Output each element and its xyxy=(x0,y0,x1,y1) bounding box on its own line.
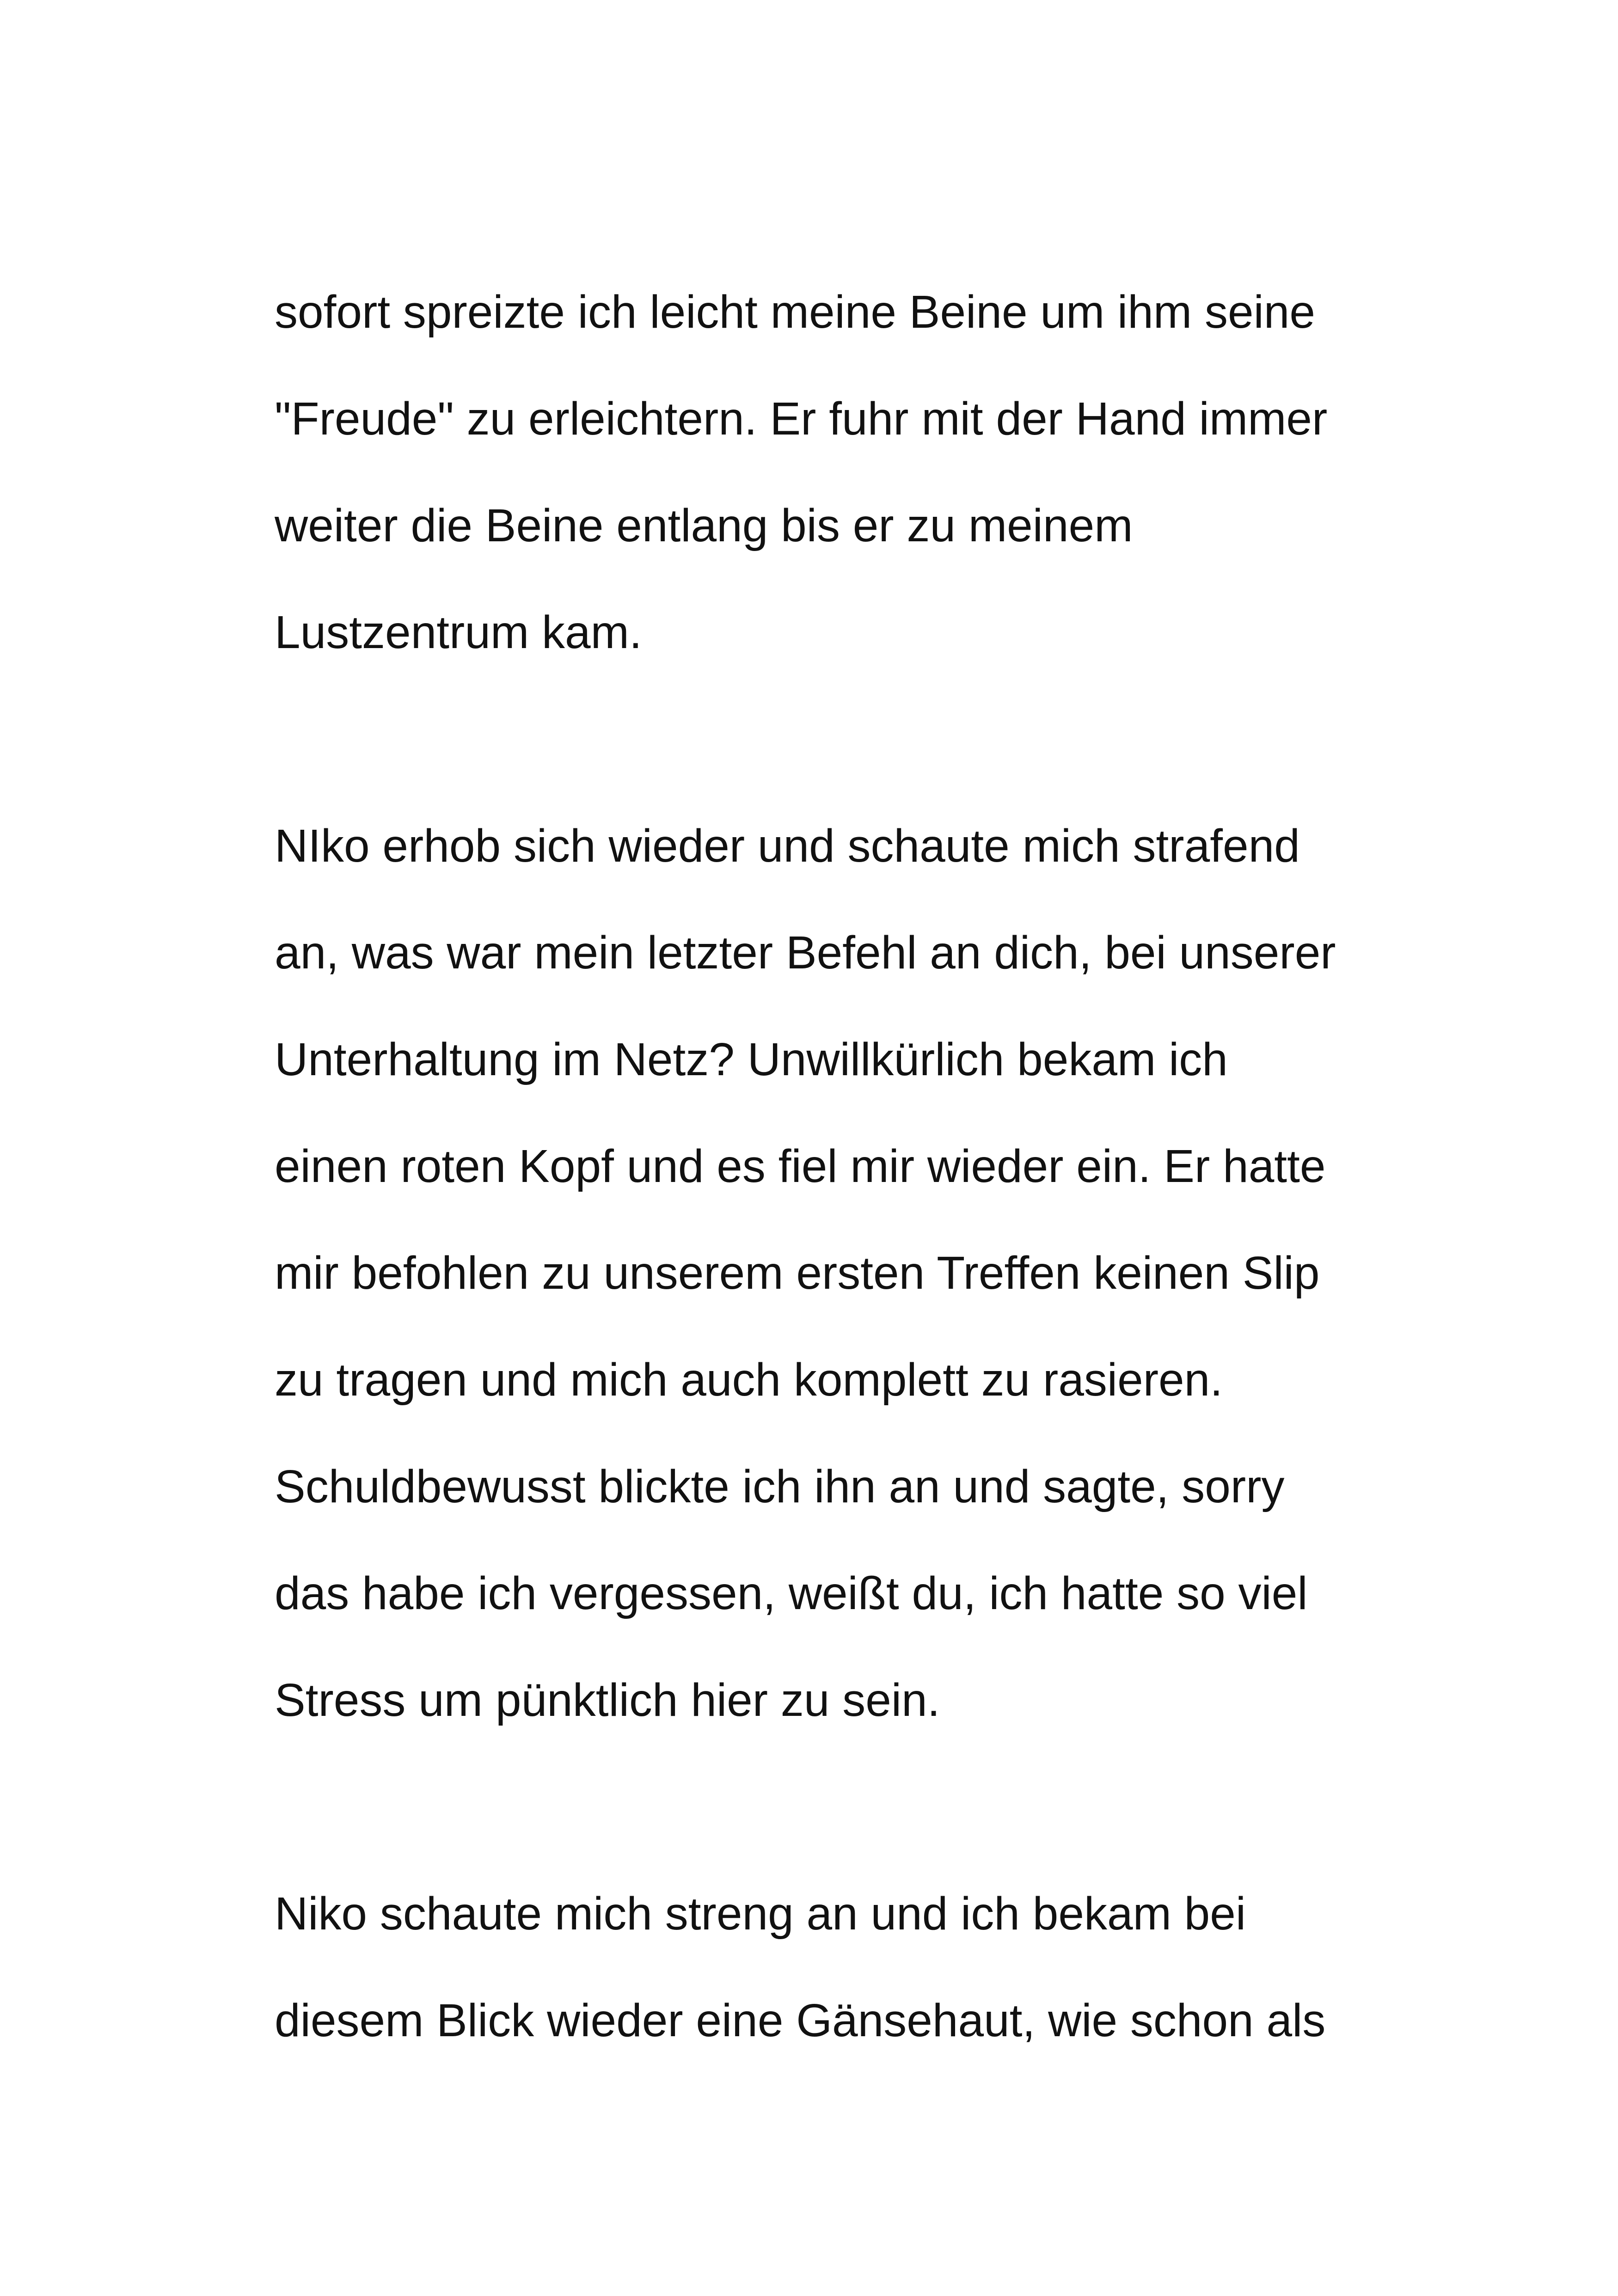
paragraph-spacer xyxy=(275,686,1384,793)
text-line: diesem Blick wieder eine Gänsehaut, wie schon als xyxy=(275,1995,1326,2046)
text-line: an, was war mein letzter Befehl an dich, bei unserer xyxy=(275,927,1336,979)
text-line: zu tragen und mich auch komplett zu rasieren. xyxy=(275,1354,1223,1406)
text-line: einen roten Kopf und es fiel mir wieder ein. Er hatte xyxy=(275,1140,1326,1192)
body-text xyxy=(275,259,1384,2074)
text-line: das habe ich vergessen, weißt du, ich hatte so viel xyxy=(275,1567,1308,1619)
paragraph-1 xyxy=(275,259,1384,686)
text-line: Schuldbewusst blickte ich ihn an und sagte, sorry xyxy=(275,1461,1285,1512)
paragraph-3 xyxy=(275,1861,1384,2074)
paragraph-2 xyxy=(275,793,1384,1754)
text-line: NIko erhob sich wieder und schaute mich strafend xyxy=(275,820,1300,872)
text-line: sofort spreizte ich leicht meine Beine um ihm seine xyxy=(275,286,1316,338)
text-line: "Freude" zu erleichtern. Er fuhr mit der Hand immer xyxy=(275,393,1328,445)
text-line: weiter die Beine entlang bis er zu meinem xyxy=(275,500,1133,551)
paragraph-spacer xyxy=(275,1754,1384,1861)
text-line: Unterhaltung im Netz? Unwillkürlich bekam ich xyxy=(275,1034,1228,1085)
text-line: mir befohlen zu unserem ersten Treffen keinen Slip xyxy=(275,1247,1320,1299)
text-line: Stress um pünktlich hier zu sein. xyxy=(275,1674,940,1726)
text-line: Niko schaute mich streng an und ich bekam bei xyxy=(275,1888,1246,1940)
text-line: Lustzentrum kam. xyxy=(275,606,642,658)
